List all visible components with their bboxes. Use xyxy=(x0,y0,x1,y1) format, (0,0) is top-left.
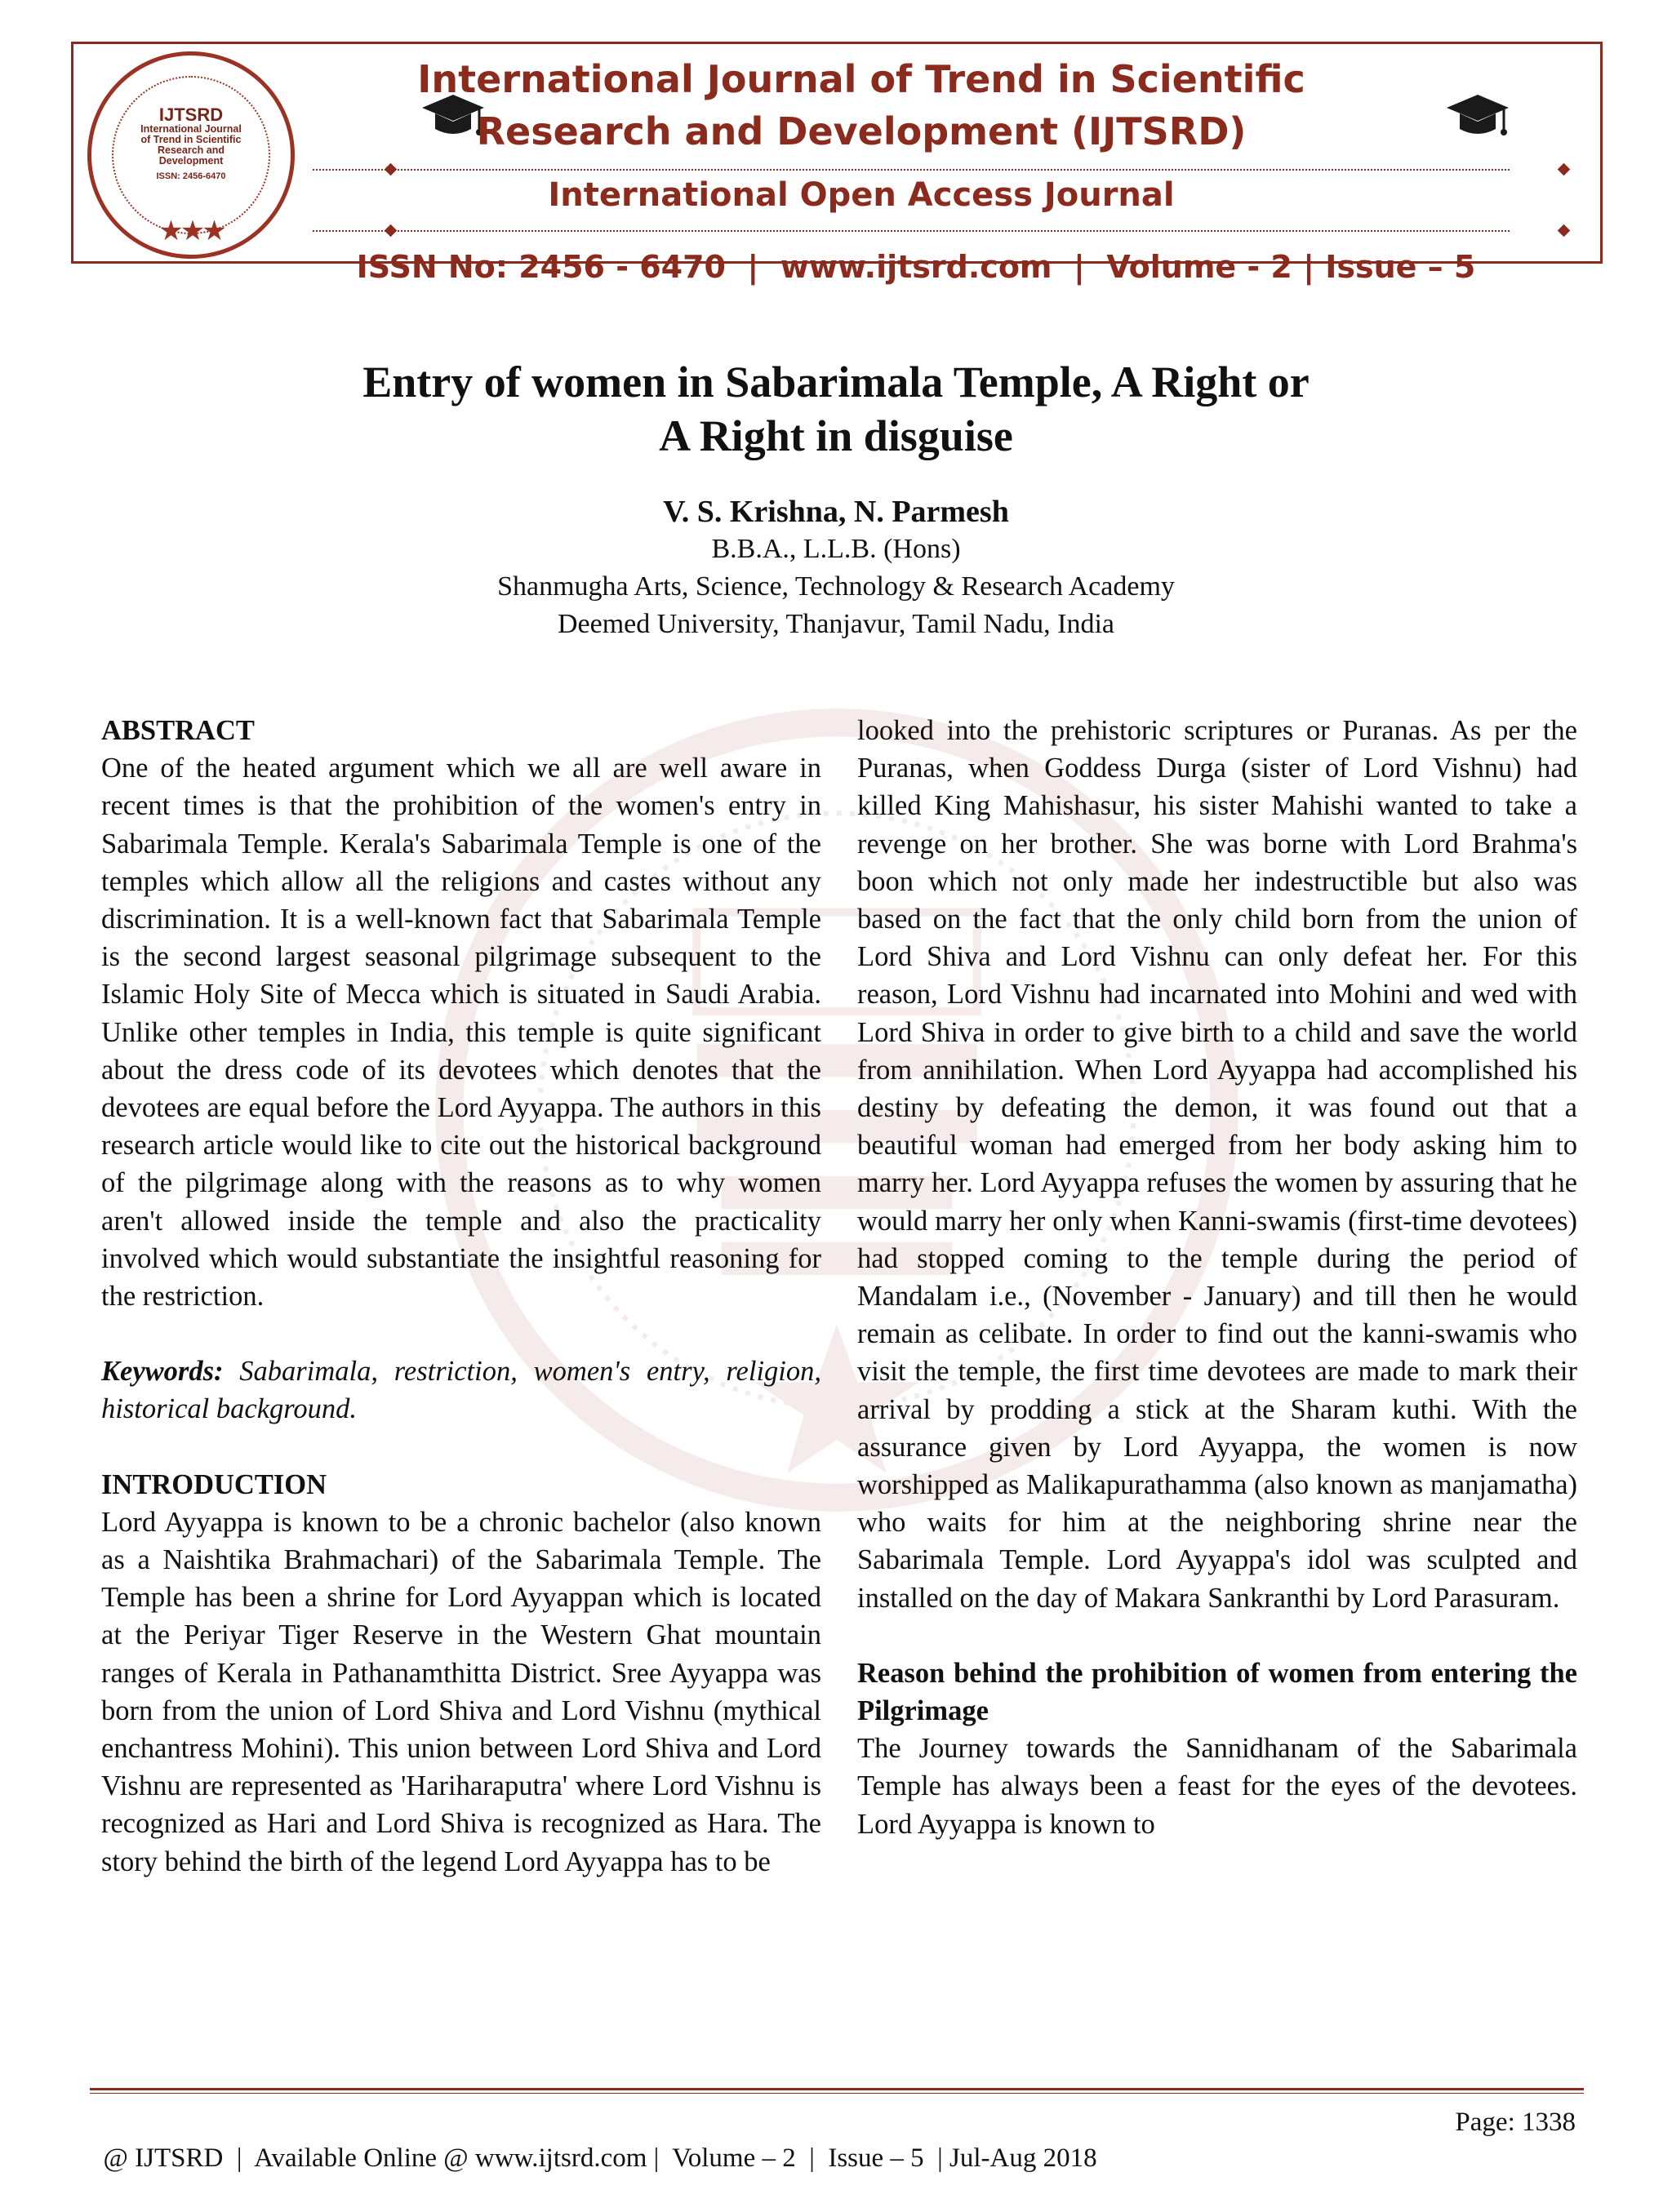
left-column xyxy=(101,712,821,1881)
seal-line: Research and xyxy=(158,144,225,157)
paper-title-line: A Right in disguise xyxy=(659,411,1013,460)
footer-divider xyxy=(90,2093,1584,2094)
introduction-text: Lord Ayyappa is known to be a chronic bachelor (also known as a Naishtika Brahmachari) of the Sabarimala Temple. The Temple has been a shrine for Lord Ayyappan which is located at the Periyar Tiger Reserve in the Western Ghat mountain ranges of Kerala in Pathanamthitta District. Sree Ayyappa was born from the union of Lord Shiva and Lord Vishnu (mythical enchantress Mohini). This union between Lord Shiva and Lord Vishnu are represented as 'Hariharaputra' where Lord Vishnu is recognized as Hari and Lord Shiva is recognized as Hara. The story behind the birth of the legend Lord Ayyappa has to be xyxy=(101,1506,821,1877)
keywords-label: Keywords: xyxy=(101,1356,224,1388)
paper-title-line: Entry of women in Sabarimala Temple, A Right or xyxy=(362,358,1310,406)
seal-abbrev: IJTSRD xyxy=(158,104,224,125)
footer-info: @ IJTSRD | Available Online @ www.ijtsrd.com | Volume – 2 | Issue – 5 | Jul-Aug 2018 xyxy=(103,2143,1097,2173)
abstract-text: One of the heated argument which we all are well aware in recent times is that the prohibition of the women's entry in Sabarimala Temple. Kerala's Sabarimala Temple is one of the temples which allow all the religions and castes without any discrimination. It is a well-known fact that Sabarimala Temple is the second largest seasonal pilgrimage subsequent to the Islamic Holy Site of Mecca which is situated in Saudi Arabia. Unlike other temples in India, this temple is quite significant about the dress code of its devotees which denotes that the devotees are equal before the Lord Ayyappa. The authors in this research article would like to cite out the historical background of the pilgrimage along with the reasons as to why women aren't allowed inside the temple and also the practicality involved which would substantiate the insightful reasoning for the restriction. xyxy=(101,753,821,1313)
page-number: Page: 1338 xyxy=(1455,2108,1576,2137)
journal-title xyxy=(245,53,1478,158)
seal-line: International Journal xyxy=(140,123,242,135)
seal-stars-icon: ★★★ xyxy=(158,216,224,247)
right-column xyxy=(857,712,1577,1843)
keywords-text: Sabarimala, restriction, women's entry, religion, historical background. xyxy=(101,1356,821,1425)
journal-title-line: Research and Development (IJTSRD) xyxy=(476,109,1247,153)
introduction-heading: INTRODUCTION xyxy=(101,1468,327,1500)
author-names: V. S. Krishna, N. Parmesh xyxy=(663,495,1009,529)
author-location: Deemed University, Thanjavur, Tamil Nadu, India xyxy=(557,609,1115,639)
abstract-heading: ABSTRACT xyxy=(101,715,255,746)
author-degree: B.B.A., L.L.B. (Hons) xyxy=(711,534,961,564)
seal-issn: ISSN: 2456-6470 xyxy=(156,171,226,181)
seal-text xyxy=(123,105,259,181)
body-paragraph: looked into the prehistoric scriptures or Puranas. As per the Puranas, when Goddess Durga (sister of Lord Vishnu) had killed King Mahishasur, his sister Mahishi wanted to take a revenge on her brother. She was borne with Lord Brahma's boon which not only made her indestructible but also was based on the fact that the only child born from the union of Lord Shiva and Lord Vishnu can only defeat her. For this reason, Lord Vishnu had incarnated into Mohini and wed with Lord Shiva in order to give birth to a child and save the world from annihilation. When Lord Ayyappa had accomplished his destiny by defeating the demon, it was found out that a beautiful woman had emerged from her body asking him to marry her. Lord Ayyappa refuses the women by assuring that he would marry her only when Kanni-swamis (first-time devotees) had stopped coming to the temple during the period of Mandalam i.e., (November - January) and till then he would remain as celibate. In order to find out the kanni-swamis who visit the temple, the first time devotees are made to mark their arrival by prodding a stick at the Sharam kuthi. With the assurance given by Lord Ayyappa, the women is now worshipped as Malikapurathamma (also known as manjamatha) who waits for him at the neighboring shrine near the Sabarimala Temple. Lord Ayyappa's idol was sculpted and installed on the day of Makara Sankranthi by Lord Parasuram. xyxy=(857,715,1577,1614)
journal-subtitle: International Open Access Journal xyxy=(548,176,1175,214)
issn-volume-line: ISSN No: 2456 - 6470 | www.ijtsrd.com | Volume - 2 | Issue – 5 xyxy=(356,249,1476,285)
seal-line: Development xyxy=(158,155,224,167)
paper-title xyxy=(163,355,1509,463)
journal-title-line: International Journal of Trend in Scientific xyxy=(417,57,1305,101)
keywords xyxy=(101,1353,821,1428)
footer-divider xyxy=(90,2088,1584,2090)
header-divider xyxy=(313,169,1510,171)
section-heading: Reason behind the prohibition of women from entering the Pilgrimage xyxy=(857,1657,1577,1727)
page-footer xyxy=(90,2104,1584,2212)
author-institution: Shanmugha Arts, Science, Technology & Research Academy xyxy=(497,571,1175,602)
seal-line: of Trend in Scientific xyxy=(140,134,242,146)
header-divider xyxy=(313,230,1510,232)
body-paragraph: The Journey towards the Sannidhanam of the Sabarimala Temple has always been a feast for the eyes of the devotees. Lord Ayyappa is known to xyxy=(857,1733,1577,1840)
